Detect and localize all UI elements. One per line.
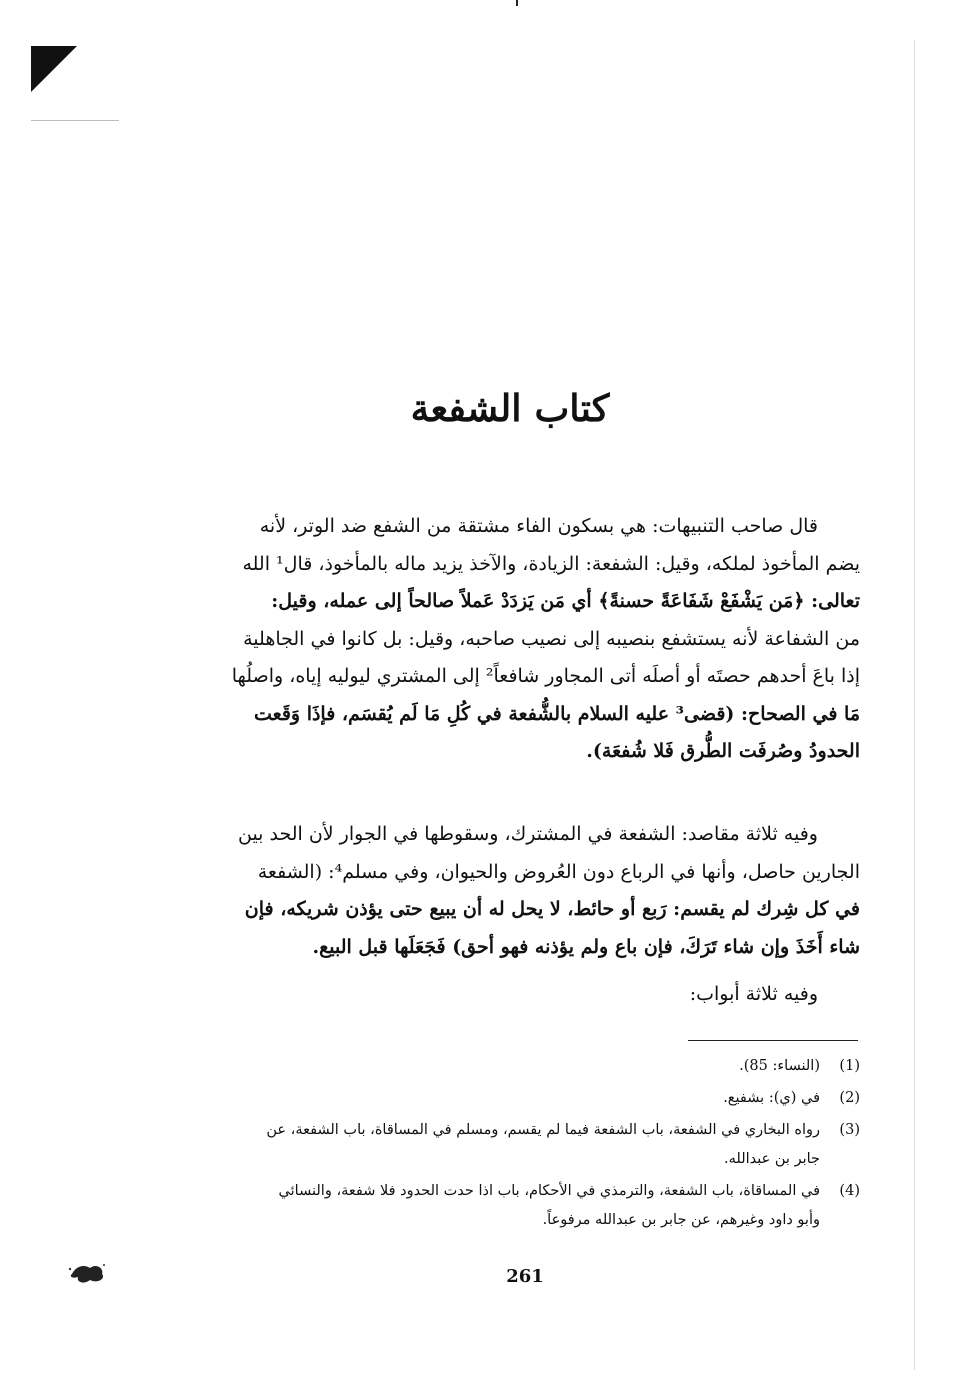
footnote-line: في (ي): بشفيع. xyxy=(723,1090,820,1106)
footnote-text xyxy=(190,1177,820,1235)
footnote-4 xyxy=(190,1177,860,1235)
paragraph-objectives xyxy=(190,816,860,968)
footnote-number: (4) xyxy=(839,1183,860,1199)
footnote-number: (1) xyxy=(839,1058,860,1074)
text-line: مَا في الصحاح: (قضى³ عليه السلام بالشُّفعة في كُلِ مَا لَم يُقسَم، فإذَا وَقَعت xyxy=(254,702,860,725)
page-number: 261 xyxy=(506,1266,544,1287)
corner-rule xyxy=(31,120,119,121)
text-line: قال صاحب التنبيهات: هي بسكون الفاء مشتقة من الشفع ضد الوتر، لأنه xyxy=(259,515,818,537)
footnote-text xyxy=(190,1116,820,1174)
footnote-line: وأبو داود وغيرهم، عن جابر بن عبدالله مرفوعاً. xyxy=(542,1212,820,1228)
footnote-line: رواه البخاري في الشفعة، باب الشفعة فيما لم يقسم، ومسلم في المساقاة، باب الشفعة، عن xyxy=(266,1122,820,1138)
text-line: وفيه ثلاثة أبواب: xyxy=(689,983,818,1005)
top-margin-mark xyxy=(516,0,518,6)
main-text xyxy=(190,508,860,1014)
text-line: الجارين حاصل، وأنها في الرباع دون العُروض والحيوان، وفي مسلم⁴: (الشفعة xyxy=(257,860,860,883)
footnote-text xyxy=(190,1052,820,1081)
footnote-number: (3) xyxy=(839,1122,860,1138)
paragraph-definition xyxy=(190,508,860,808)
text-line: من الشفاعة لأنه يستشفع بنصيبه إلى نصيب صاحبه، وقيل: بل كانوا في الجاهلية xyxy=(243,627,860,650)
footnote-3 xyxy=(190,1116,860,1174)
footnote-line: في المساقاة، باب الشفعة، والترمذي في الأحكام، باب اذا حدت الحدود فلا شفعة، والنسائي xyxy=(278,1183,820,1199)
text-line: الحدودُ وصُرفَت الطُّرق فَلا شُفعَة). xyxy=(586,740,860,762)
text-line: وفيه ثلاثة مقاصد: الشفعة في المشترك، وسقوطها في الجوار لأن الحد بين xyxy=(237,823,818,845)
footnote-2 xyxy=(190,1084,860,1113)
footnote-number: (2) xyxy=(839,1090,860,1106)
text-line: شاء أَخَذَ وإن شاء تَرَكَ، فإن باع ولم يؤذنه فهو أحق) فَجَعَلَها قبل البيع. xyxy=(312,935,860,958)
footnote-text xyxy=(190,1084,820,1113)
text-line: في كل شِرك لم يقسم: رَبع أو حائط، لا يحل له أن يبيع حتى يؤذن شريكه، فإن xyxy=(244,898,860,920)
paragraph-chapters xyxy=(190,976,860,1014)
corner-triangle-mark xyxy=(31,46,77,92)
footnote-line: (النساء: 85). xyxy=(739,1058,820,1074)
footnote-line: جابر بن عبدالله. xyxy=(724,1151,820,1167)
text-line: يضم المأخوذ لملكه، وقيل: الشفعة: الزيادة، والآخذ يزيد ماله بالمأخوذ، قال¹ الله xyxy=(242,552,860,575)
page-edge-line xyxy=(914,40,915,1370)
footnotes xyxy=(190,1052,860,1238)
text-line: تعالى: ﴿مَن يَشْفَعْ شَفَاعَةً حسنةً﴾ أي مَن يَزدَدْ عَملاً صالحاً إلى عمله، وقيل: xyxy=(271,590,860,612)
footnote-separator xyxy=(688,1040,858,1041)
text-line: إذا باعَ أحدهم حصتَه أو أصلَه أتى المجاور شافعاً² إلى المشتري ليوليه إياه، واصلُها xyxy=(231,665,860,687)
footnote-1 xyxy=(190,1052,860,1081)
chapter-title: كتاب الشفعة xyxy=(410,386,610,430)
